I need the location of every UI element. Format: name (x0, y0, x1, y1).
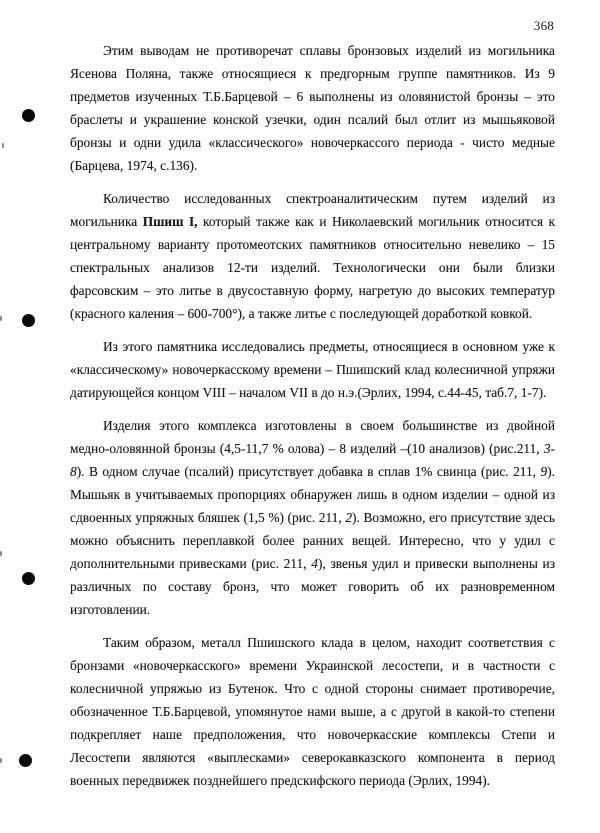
paragraph-4-text: Изделия этого комплекса изготовлены в своем большинстве из двойной медно-оловянной бронзы (4,5-11,7 % олова) – 8 изделий –(10 анализов) (рис.211, (70, 418, 555, 456)
paragraph-5: Таким образом, металл Пшишского клада в целом, находит соответствия с бронзами «новочеркасского» времени Украинской лесостепи, и в частности с колесничной упряжью из Бутенок. Что с одной стороны снимает противоречие, обозначенное Т.Б.Барцевой, упомянутое нами выше, а с другой в какой-то степени подкрепляет наше предположения, что новочеркасские комплексы Степи и Лесостепи являются «выплесками» северокавказского компонента в период военных передвижек позднейшего предскифского периода (Эрлих, 1994). (70, 635, 555, 788)
scan-speck (0, 551, 2, 556)
scan-speck (0, 758, 2, 763)
paragraph-3: Из этого памятника исследовались предметы, относящиеся в основном уже к «классическому» новочеркасскому времени – Пшишский клад колесничной упряжи датирующейся концом VIII – началом VII в до н.э.(Эрлих, 1994, с.44-45, таб.7, 1-7). (70, 339, 555, 400)
figure-ref-italic: 2 (345, 510, 353, 525)
punch-hole-mark (19, 754, 32, 767)
paragraph-2-text: Количество исследованных спектроаналитическим путем изделий из могильника (70, 191, 555, 229)
paragraph-4-text: ). Мышьяк в учитываемых пропорциях обнаружен лишь в одном изделии – одной из сдвоенных упряжных бляшек (1,5 %) (рис. 211, (70, 464, 555, 525)
paragraph-4 (70, 414, 555, 621)
punch-hole-mark (22, 314, 35, 327)
paragraph-1: Этим выводам не противоречат сплавы бронзовых изделий из могильника Ясенова Поляна, также относящиеся к предгорным группе памятников. Из 9 предметов изученных Т.Б.Барцевой – 6 выполнены из оловянистой бронзы – это браслеты и украшение конской узечки, один псалий был отлит из мышьяковой бронзы и одни удила «классического» новочеркассого периода - чисто медные (Барцева, 1974, с.136). (70, 43, 555, 173)
scan-speck (0, 316, 2, 321)
scan-speck (2, 143, 4, 148)
figure-ref-italic: 9 (540, 464, 548, 479)
paragraph-4-text: ), звенья удил и привески выполнены из различных по составу бронз, что может говорить об их разновременном изготовлении. (70, 556, 555, 617)
site-name-bold: Пшиш I, (142, 214, 198, 229)
paragraph-2-text: который также как и Николаевский могильник относится к центральному варианту протомеотских памятников относительно невелико – 15 спектральных анализов 12-ти изделий. Технологически они были близки фарсовским – это литье в двусоставную форму, нагретую до высоких температур (красного каления – 600-700°), а также литье с последующей доработкой ковкой. (70, 214, 555, 321)
paragraph-4-text: ). Возможно, его присутствие здесь можно объяснить переплавкой более ранних вещей. Интересно, что у удил с дополнительными привесками (рис. 211, (70, 510, 555, 571)
punch-hole-mark (22, 572, 35, 585)
punch-hole-mark (22, 109, 35, 122)
figure-ref-italic: 4 (311, 556, 318, 571)
document-body (70, 39, 555, 792)
paragraph-4-text: ). В одном случае (псалий) присутствует добавка в сплав 1% свинца (рис. 211, (76, 464, 541, 479)
figure-ref-italic: 3-8 (70, 441, 555, 479)
paragraph-2 (70, 187, 555, 325)
page-number: 368 (533, 18, 554, 33)
